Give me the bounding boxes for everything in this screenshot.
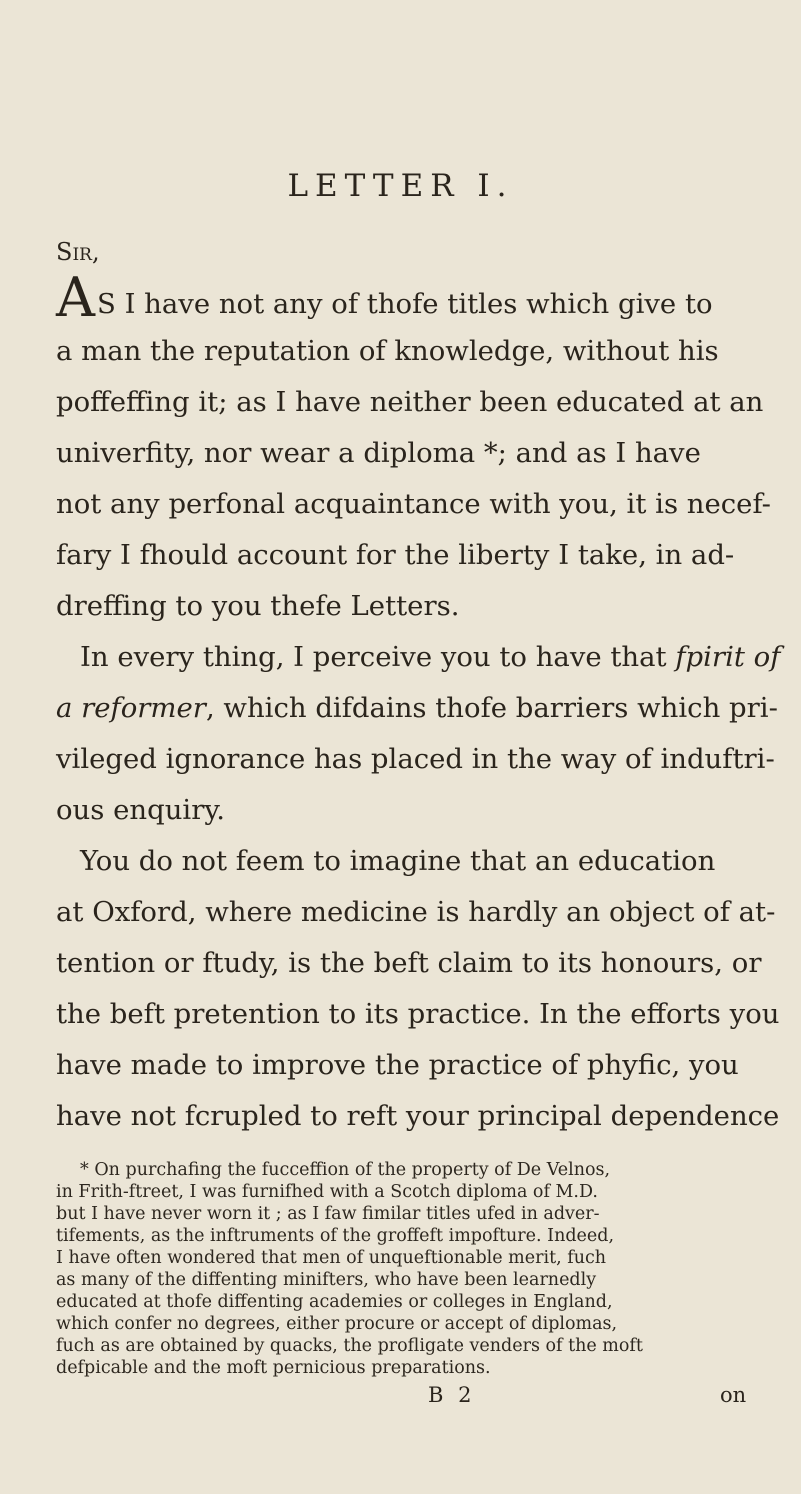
body-line-16: have made to improve the practice of phyfic, you [56,1049,739,1081]
footnote-line-3: but I have never worn it ; as I faw fimilar titles ufed in adver- [56,1204,600,1224]
body-line-7: dreffing to you thefe Letters. [56,590,460,622]
body-line-2: a man the reputation of knowledge, without his [56,335,719,367]
body-line-14: tention or ftudy, is the beft claim to its honours, or [56,947,762,979]
body-line-13: at Oxford, where medicine is hardly an object of at- [56,896,776,928]
footnote-line-2: in Frith-ftreet, I was furnifhed with a Scotch diploma of M.D. [56,1182,598,1202]
body-line-3: poffeffing it; as I have neither been educated at an [56,386,764,418]
signature-mark: B 2 [428,1383,476,1407]
footnote-line-5: I have often wondered that men of unqueftionable merit, fuch [56,1248,607,1268]
footnote-line-4: tifements, as the inftruments of the groffeft impofture. Indeed, [56,1226,615,1246]
footnote-line-10: defpicable and the moft pernicious preparations. [56,1358,491,1378]
footnote-line-9: fuch as are obtained by quacks, the profligate venders of the moft [56,1336,643,1356]
body-line-12: You do not feem to imagine that an education [80,845,716,877]
body-line-1: AS I have not any of thofe titles which give to [56,266,713,329]
drop-cap: A [56,266,95,329]
catchword: on [720,1383,747,1407]
body-line-8: In every thing, I perceive you to have that fpirit of [80,641,781,673]
body-line-4: univerfity, nor wear a diploma *; and as I have [56,437,701,469]
letter-heading: LETTER I. [287,168,514,204]
salutation: Sir, [56,238,100,266]
footnote-line-6: as many of the diffenting minifters, who have been learnedly [56,1270,597,1290]
body-line-5: not any perfonal acquaintance with you, it is necef- [56,488,771,520]
footnote-line-7: educated at thofe diffenting academies or colleges in England, [56,1292,613,1312]
footnote-line-8: which confer no degrees, either procure or accept of diplomas, [56,1314,618,1334]
footnote-line-1: * On purchafing the fucceffion of the property of De Velnos, [80,1160,611,1180]
body-line-15: the beft pretention to its practice. In the efforts you [56,998,780,1030]
italic-phrase: fpirit of [675,641,781,673]
body-line-10: vileged ignorance has placed in the way of induftri- [56,743,775,775]
body-line-9: a reformer, which difdains thofe barriers which pri- [56,692,778,724]
body-line-17: have not fcrupled to reft your principal dependence [56,1100,780,1132]
body-line-6: fary I fhould account for the liberty I take, in ad- [56,539,735,571]
body-line-11: ous enquiry. [56,794,225,826]
